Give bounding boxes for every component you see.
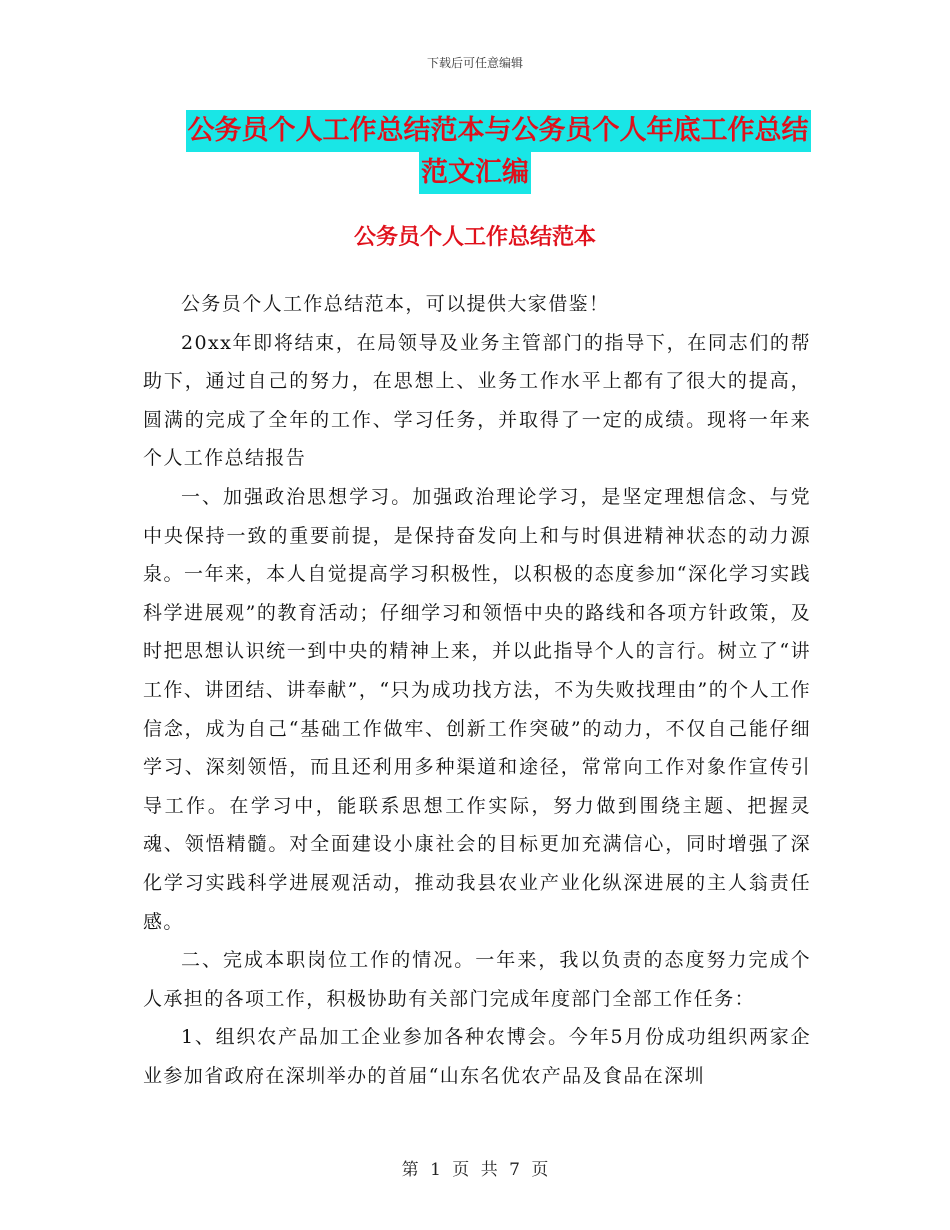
document-body — [143, 285, 811, 1095]
paragraph-intro: 公务员个人工作总结范本，可以提供大家借鉴！ — [181, 293, 610, 315]
section-title: 公务员个人工作总结范本 — [353, 225, 596, 250]
document-title-line-2: 范文汇编 — [419, 152, 531, 194]
paragraph-political-study: 一、加强政治思想学习。加强政治理论学习，是坚定理想信念、与党中央保持一致的重要前提，是保持奋发向上和与时俱进精神状态的动力源泉。一年来，本人自觉提高学习积极性，以积极的态度参加“深化学习实践科学进展观”的教育活动；仔细学习和领悟中央的路线和各项方针政策，及时把思想认识统一到中央的精神上来，并以此指导个人的言行。树立了“讲工作、讲团结、讲奉献”，“只为成功找方法，不为失败找理由”的个人工作信念，成为自己“基础工作做牢、创新工作突破”的动力，不仅自己能仔细学习、深刻领悟，而且还利用多种渠道和途径，常常向工作对象作宣传引导工作。在学习中，能联系思想工作实际，努力做到围绕主题、把握灵魂、领悟精髓。对全面建设小康社会的目标更加充满信心，同时增强了深化学习实践科学进展观活动，推动我县农业产业化纵深进展的主人翁责任感。 — [143, 485, 811, 933]
header-note: 下载后可任意编辑 — [426, 56, 523, 70]
paragraph-job-duties: 二、完成本职岗位工作的情况。一年来，我以负责的态度努力完成个人承担的各项工作，积极协助有关部门完成年度部门全部工作任务： — [143, 949, 811, 1010]
document-title — [0, 110, 950, 194]
paragraph-item-1: 1、组织农产品加工企业参加各种农博会。今年5月份成功组织两家企业参加省政府在深圳举办的首届“山东名优农产品及食品在深圳 — [143, 1026, 811, 1087]
paragraph-overview: 20xx年即将结束，在局领导及业务主管部门的指导下，在同志们的帮助下，通过自己的努力，在思想上、业务工作水平上都有了很大的提高，圆满的完成了全年的工作、学习任务，并取得了一定的成绩。现将一年来个人工作总结报告 — [143, 331, 811, 470]
document-title-line-1: 公务员个人工作总结范本与公务员个人年底工作总结 — [186, 110, 811, 152]
page-number-footer: 第 1 页 共 7 页 — [401, 1160, 549, 1180]
